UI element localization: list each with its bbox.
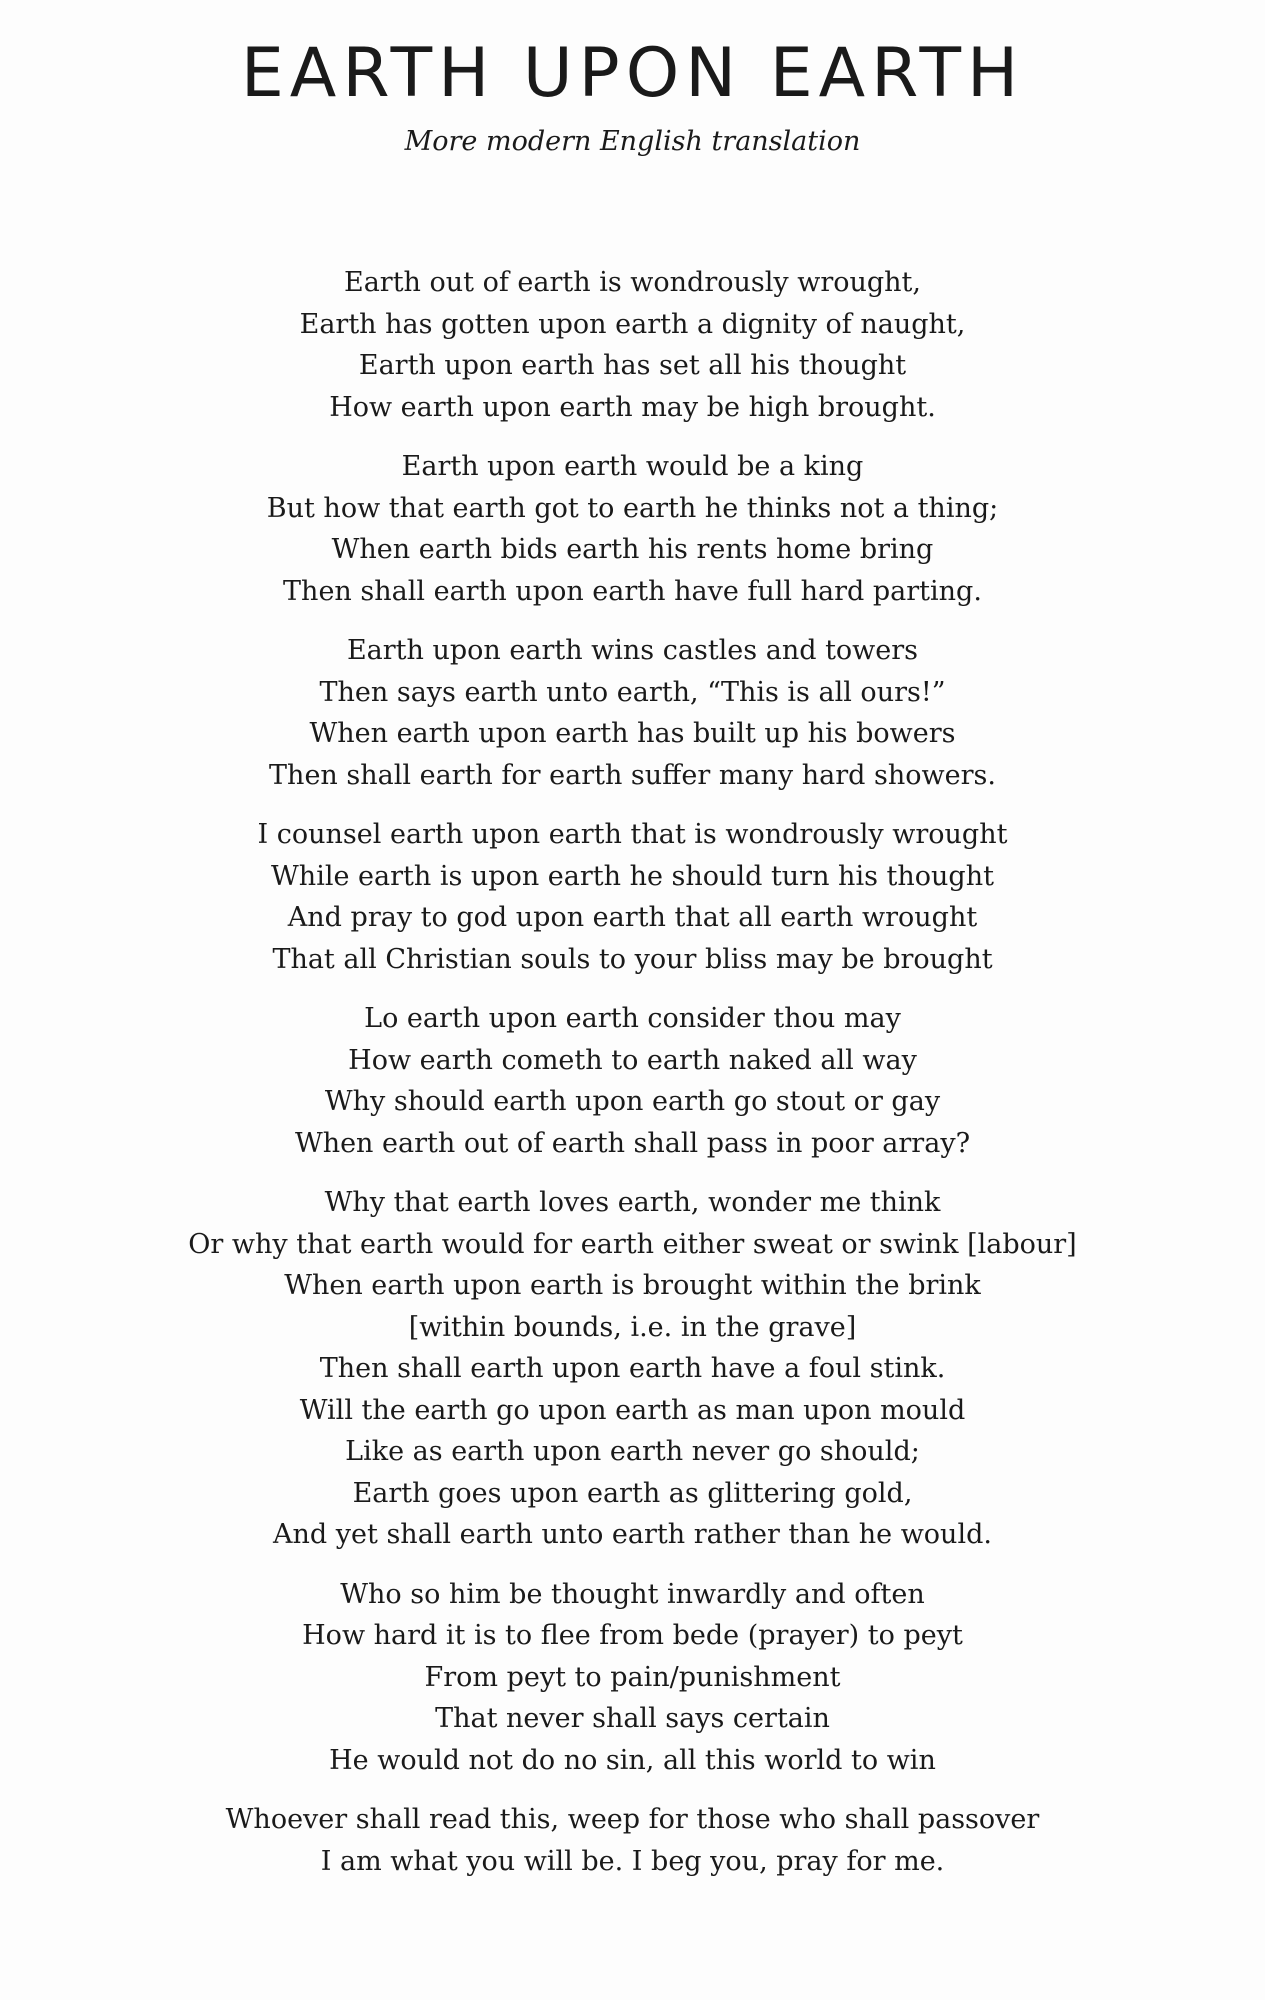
poem-line: Why that earth loves earth, wonder me think [324, 1187, 941, 1218]
poem-line: Earth upon earth has set all his thought [358, 350, 907, 381]
poem-line: That all Christian souls to your bliss may be brought [272, 943, 993, 975]
poem-line: Then shall earth upon earth have a foul stink. [319, 1353, 946, 1384]
poem-line: I counsel earth upon earth that is wondrously wrought [257, 819, 1008, 850]
stanza-6 [0, 1182, 1265, 1556]
poem-line: Then shall earth upon earth have full hard parting. [283, 575, 982, 607]
poem-line: Then shall earth for earth suffer many hard showers. [269, 759, 996, 791]
poem-line: Then says earth unto earth, “This is all ours!” [319, 676, 946, 708]
poem-line: How earth upon earth may be high brought. [329, 391, 936, 423]
poem-line: And pray to god upon earth that all earth wrought [287, 902, 978, 933]
poem-line: Earth upon earth would be a king [401, 451, 864, 482]
poem-line: When earth bids earth his rents home bring [331, 534, 934, 565]
stanza-1 [0, 262, 1265, 428]
poem-line: That never shall says certain [435, 1703, 830, 1734]
page-title: EARTH UPON EARTH [240, 34, 1025, 113]
poem-line: Earth out of earth is wondrously wrought, [343, 267, 921, 298]
stanza-5 [0, 998, 1265, 1164]
poem-line: But how that earth got to earth he thinks not a thing; [266, 492, 999, 524]
stanza-3 [0, 630, 1265, 796]
poem-line: How earth cometh to earth naked all way [348, 1044, 917, 1076]
stanza-2 [0, 446, 1265, 612]
poem-line: Earth goes upon earth as glittering gold, [352, 1477, 913, 1509]
poem-line: Earth upon earth wins castles and towers [346, 635, 919, 666]
poem-line: While earth is upon earth he should turn his thought [271, 860, 994, 892]
poem-line: Whoever shall read this, weep for those who shall passover [225, 1804, 1040, 1835]
poem-line: Like as earth upon earth never go should; [345, 1436, 920, 1467]
poem-line: Earth has gotten upon earth a dignity of naught, [299, 308, 966, 340]
poem-line: When earth out of earth shall pass in poor array? [294, 1127, 971, 1159]
stanza-4 [0, 814, 1265, 980]
poem-line: Or why that earth would for earth either sweat or swink [labour] [188, 1228, 1077, 1260]
stanza-7 [0, 1574, 1265, 1782]
poem-line: From peyt to pain/punishment [424, 1661, 841, 1693]
poem-line: And yet shall earth unto earth rather than he would. [273, 1519, 992, 1550]
poem-line: Lo earth upon earth consider thou may [364, 1003, 901, 1034]
poem-line: I am what you will be. I beg you, pray for me. [320, 1845, 945, 1877]
poem-line: Why should earth upon earth go stout or gay [324, 1086, 941, 1117]
poem-line: Who so him be thought inwardly and often [340, 1578, 925, 1610]
poem-line: [within bounds, i.e. in the grave] [408, 1311, 857, 1343]
poem-line: Will the earth go upon earth as man upon mould [299, 1394, 966, 1426]
poem-line: When earth upon earth has built up his bowers [309, 718, 956, 749]
poem-line: How hard it is to flee from bede (prayer) to peyt [302, 1620, 963, 1651]
poem-line: He would not do no sin, all this world to win [329, 1744, 936, 1776]
poem-line: When earth upon earth is brought within the brink [284, 1270, 981, 1301]
stanza-8 [0, 1799, 1265, 1882]
page-subtitle: More modern English translation [404, 126, 861, 157]
poem-body [0, 262, 1265, 1900]
